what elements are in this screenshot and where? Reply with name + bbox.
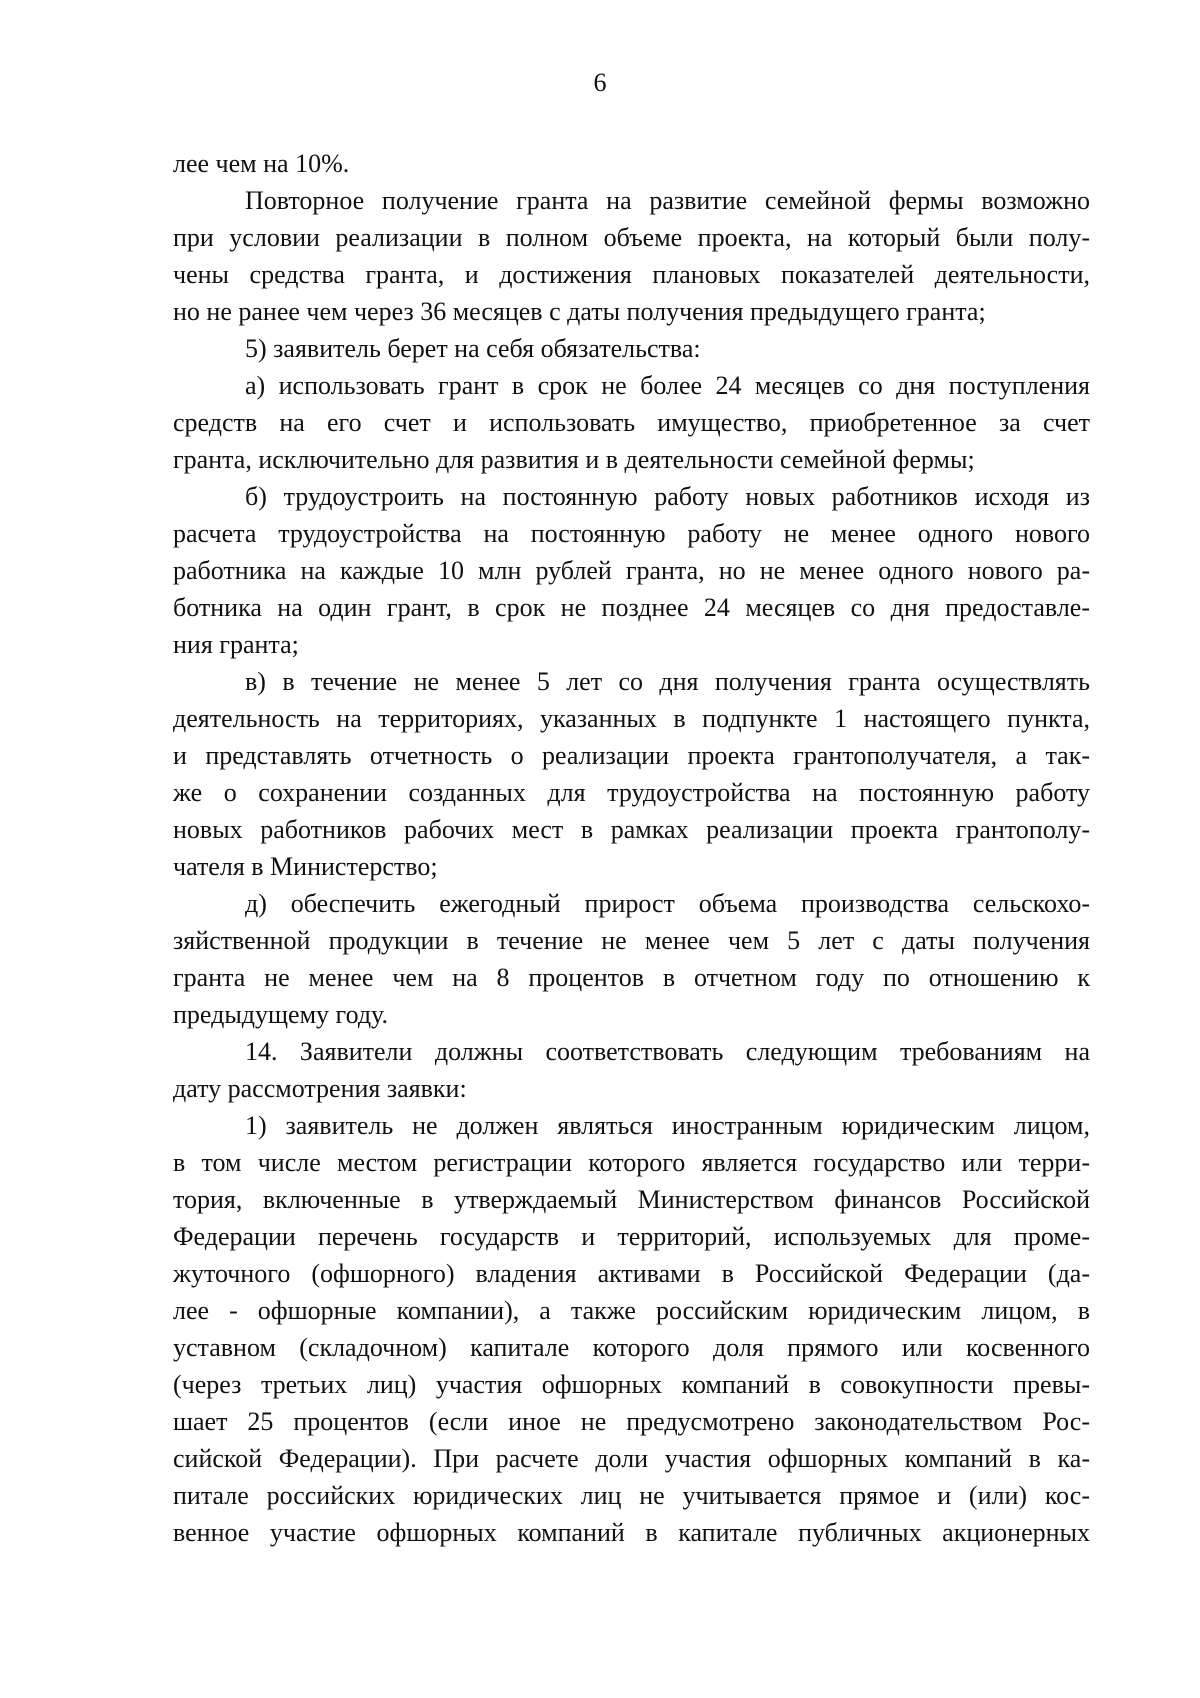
text-line: лее - офшорные компании), а также российским юридическим лицом, в: [173, 1296, 1090, 1325]
text-line: венное участие офшорных компаний в капитале публичных акционерных: [173, 1518, 1090, 1547]
text-line: но не ранее чем через 36 месяцев с даты получения предыдущего гранта;: [173, 297, 986, 326]
text-line: а) использовать грант в срок не более 24 месяцев со дня поступления: [245, 371, 1090, 400]
text-line: питале российских юридических лиц не учитывается прямое и (или) кос-: [173, 1481, 1090, 1510]
text-line: в) в течение не менее 5 лет со дня получения гранта осуществлять: [245, 667, 1090, 696]
text-line: (через третьих лиц) участия офшорных компаний в совокупности превы-: [173, 1370, 1090, 1399]
text-line: деятельность на территориях, указанных в подпункте 1 настоящего пункта,: [173, 704, 1090, 733]
text-line: средств на его счет и использовать имущество, приобретенное за счет: [173, 408, 1090, 437]
text-line: Повторное получение гранта на развитие семейной фермы возможно: [245, 186, 1090, 215]
text-line: б) трудоустроить на постоянную работу новых работников исходя из: [245, 482, 1090, 511]
text-line: в том числе местом регистрации которого является государство или терри-: [173, 1148, 1090, 1177]
text-line: тория, включенные в утверждаемый Министерством финансов Российской: [173, 1185, 1090, 1214]
text-line: ботника на один грант, в срок не позднее 24 месяцев со дня предоставле-: [173, 593, 1090, 622]
page-number: 6: [593, 68, 607, 97]
text-line: жуточного (офшорного) владения активами в Российской Федерации (да-: [173, 1259, 1090, 1288]
text-line: шает 25 процентов (если иное не предусмотрено законодательством Рос-: [173, 1407, 1090, 1436]
document-body: [173, 145, 1090, 1551]
text-line: гранта не менее чем на 8 процентов в отчетном году по отношению к: [173, 963, 1090, 992]
text-line: д) обеспечить ежегодный прирост объема производства сельскохо-: [245, 889, 1090, 918]
text-line: 14. Заявители должны соответствовать следующим требованиям на: [245, 1037, 1090, 1066]
text-line: чателя в Министерство;: [173, 852, 438, 881]
text-line: лее чем на 10%.: [173, 149, 350, 178]
text-line: 5) заявитель берет на себя обязательства:: [245, 334, 701, 363]
text-line: работника на каждые 10 млн рублей гранта, но не менее одного нового ра-: [173, 556, 1090, 585]
text-line: 1) заявитель не должен являться иностранным юридическим лицом,: [245, 1111, 1090, 1140]
text-line: же о сохранении созданных для трудоустройства на постоянную работу: [173, 778, 1090, 807]
text-line: зяйственной продукции в течение не менее чем 5 лет с даты получения: [173, 926, 1090, 955]
text-line: дату рассмотрения заявки:: [173, 1074, 467, 1103]
text-line: Федерации перечень государств и территорий, используемых для проме-: [173, 1222, 1090, 1251]
text-line: уставном (складочном) капитале которого доля прямого или косвенного: [173, 1333, 1090, 1362]
text-line: гранта, исключительно для развития и в деятельности семейной фермы;: [173, 445, 975, 474]
text-line: сийской Федерации). При расчете доли участия офшорных компаний в ка-: [173, 1444, 1090, 1473]
text-line: новых работников рабочих мест в рамках реализации проекта грантополу-: [173, 815, 1090, 844]
text-line: предыдущему году.: [173, 1000, 388, 1029]
text-line: ния гранта;: [173, 630, 299, 659]
text-line: расчета трудоустройства на постоянную работу не менее одного нового: [173, 519, 1090, 548]
text-line: чены средства гранта, и достижения плановых показателей деятельности,: [173, 260, 1090, 289]
text-line: при условии реализации в полном объеме проекта, на который были полу-: [173, 223, 1090, 252]
text-line: и представлять отчетность о реализации проекта грантополучателя, а так-: [173, 741, 1090, 770]
